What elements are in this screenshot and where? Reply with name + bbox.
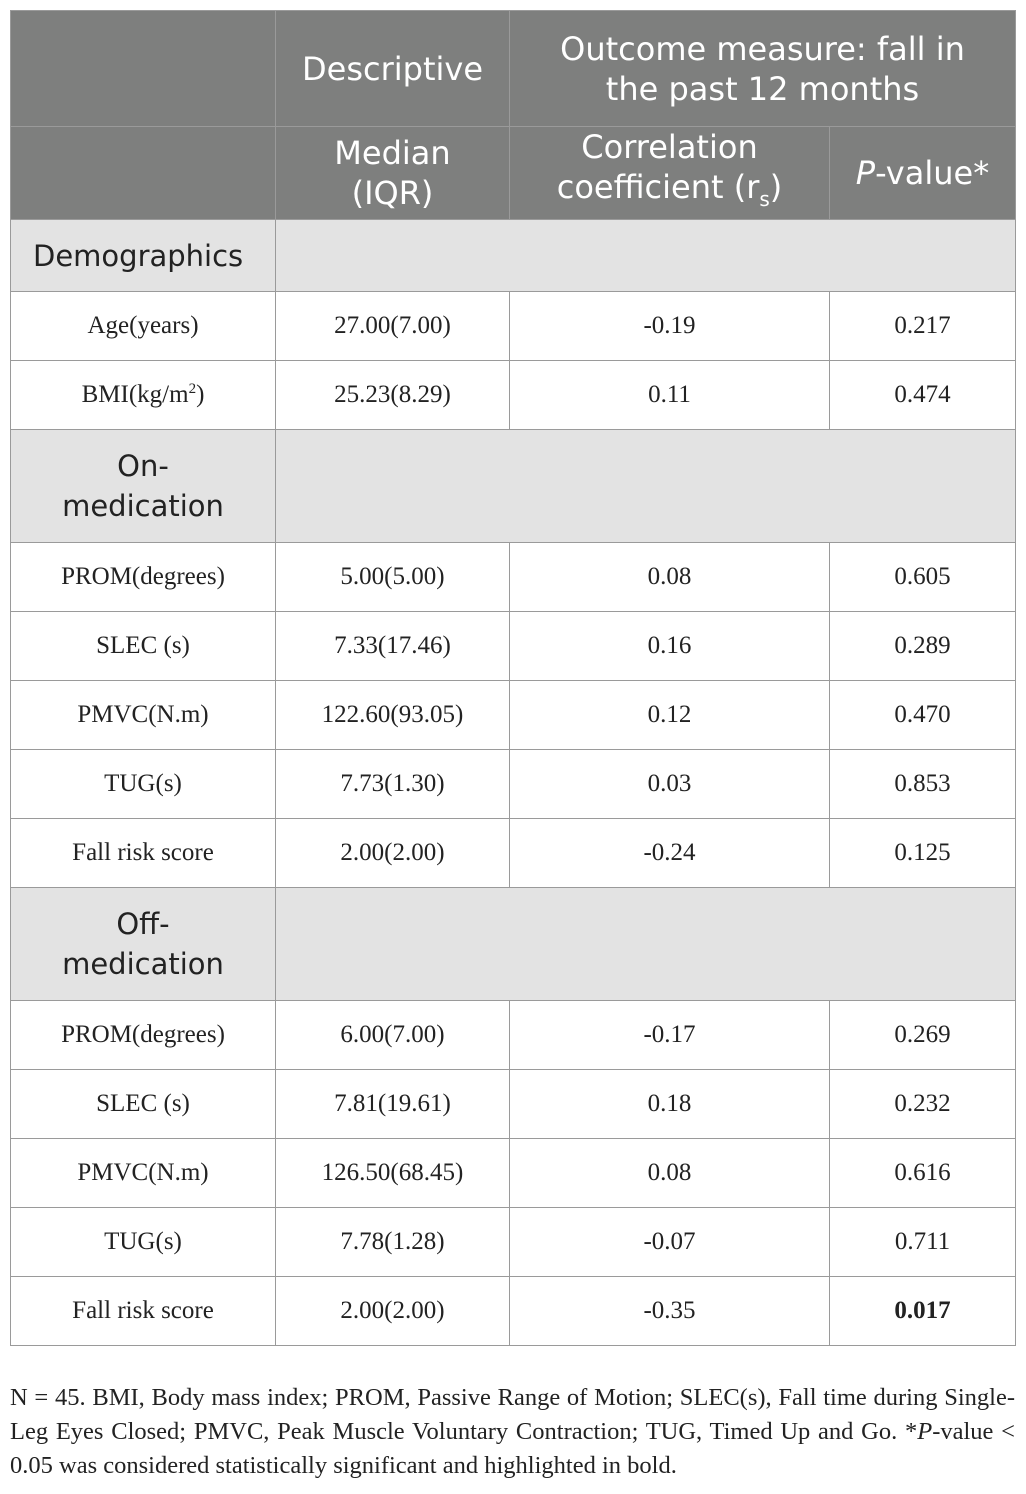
row-label-text: BMI(kg/m [81,381,189,408]
table-row [11,612,1016,681]
table-row [11,1139,1016,1208]
row-pvalue: 0.125 [830,819,1016,888]
row-label: PMVC(N.m) [11,1139,276,1208]
row-pvalue: 0.217 [830,292,1016,361]
row-pvalue-significant: 0.017 [830,1277,1016,1346]
row-pvalue: 0.232 [830,1070,1016,1139]
section-title: Demographics [11,220,276,292]
header-correlation [510,127,830,220]
row-median: 7.73(1.30) [276,750,510,819]
row-correlation: 0.08 [510,1139,830,1208]
row-pvalue: 0.605 [830,543,1016,612]
row-median: 2.00(2.00) [276,819,510,888]
row-label-sup: 2 [188,381,197,397]
row-pvalue: 0.289 [830,612,1016,681]
results-table [10,10,1016,1346]
section-title-line1: On- [117,449,169,483]
row-median: 2.00(2.00) [276,1277,510,1346]
row-correlation: 0.18 [510,1070,830,1139]
row-label-end: ) [196,381,205,408]
row-correlation: 0.16 [510,612,830,681]
row-correlation: -0.19 [510,292,830,361]
section-fill [276,888,1016,1001]
section-title-line1: Off- [116,907,170,941]
row-pvalue: 0.474 [830,361,1016,430]
row-median: 7.81(19.61) [276,1070,510,1139]
row-label: PROM(degrees) [11,1001,276,1070]
row-correlation: 0.08 [510,543,830,612]
header-corr-end: ) [769,168,783,206]
table-row [11,361,1016,430]
footnote-part1: N = 45. BMI, Body mass index; PROM, Passive Range of Motion; SLEC(s), Fall time during Single-Leg Eyes Closed; PMVC, Peak Muscle Voluntary Contraction; TUG, Timed Up and Go. * [10,1384,1015,1445]
header-empty-cell-2 [11,127,276,220]
row-label: SLEC (s) [11,612,276,681]
footnote-p-italic: P [917,1418,933,1445]
row-median: 25.23(8.29) [276,361,510,430]
header-corr-sub: s [759,187,770,211]
header-corr-text: Correlation coefficient (r [556,128,760,206]
header-pvalue [830,127,1016,220]
table-row [11,750,1016,819]
header-p-italic: P [855,154,876,192]
section-fill [276,430,1016,543]
row-correlation: 0.11 [510,361,830,430]
table-row [11,1208,1016,1277]
row-label: Fall risk score [11,1277,276,1346]
row-label: PMVC(N.m) [11,681,276,750]
row-median: 7.33(17.46) [276,612,510,681]
row-correlation: 0.12 [510,681,830,750]
section-title [11,430,276,543]
header-outcome-text: Outcome measure: fall in the past 12 months [560,29,965,108]
table-footnote [10,1381,1015,1483]
table-row [11,543,1016,612]
row-pvalue: 0.853 [830,750,1016,819]
header-p-rest: -value* [875,154,990,192]
section-row [11,430,1016,543]
section-row [11,220,1016,292]
row-median: 126.50(68.45) [276,1139,510,1208]
row-pvalue: 0.616 [830,1139,1016,1208]
row-label: Fall risk score [11,819,276,888]
row-median: 7.78(1.28) [276,1208,510,1277]
row-label [11,361,276,430]
row-correlation: -0.07 [510,1208,830,1277]
row-pvalue: 0.711 [830,1208,1016,1277]
row-label: TUG(s) [11,750,276,819]
footnote-part2: -value < 0.05 was considered statistically significant and highlighted in bold. [10,1418,1016,1479]
row-correlation: 0.03 [510,750,830,819]
row-correlation: -0.35 [510,1277,830,1346]
section-title-line2: medication [62,489,224,523]
section-title-line2: medication [62,947,224,981]
row-correlation: -0.24 [510,819,830,888]
row-label: Age(years) [11,292,276,361]
header-median-text: Median (IQR) [334,134,451,212]
row-correlation: -0.17 [510,1001,830,1070]
table-row [11,1277,1016,1346]
section-fill [276,220,1016,292]
section-row [11,888,1016,1001]
row-median: 6.00(7.00) [276,1001,510,1070]
table-row [11,1070,1016,1139]
header-median [276,127,510,220]
header-outcome [510,11,1016,127]
row-pvalue: 0.470 [830,681,1016,750]
header-empty-cell [11,11,276,127]
table-row [11,819,1016,888]
section-title [11,888,276,1001]
table-row [11,292,1016,361]
row-median: 5.00(5.00) [276,543,510,612]
row-pvalue: 0.269 [830,1001,1016,1070]
row-label: TUG(s) [11,1208,276,1277]
table-row [11,681,1016,750]
row-median: 122.60(93.05) [276,681,510,750]
row-label: PROM(degrees) [11,543,276,612]
row-median: 27.00(7.00) [276,292,510,361]
row-label: SLEC (s) [11,1070,276,1139]
header-descriptive: Descriptive [276,11,510,127]
table-row [11,1001,1016,1070]
